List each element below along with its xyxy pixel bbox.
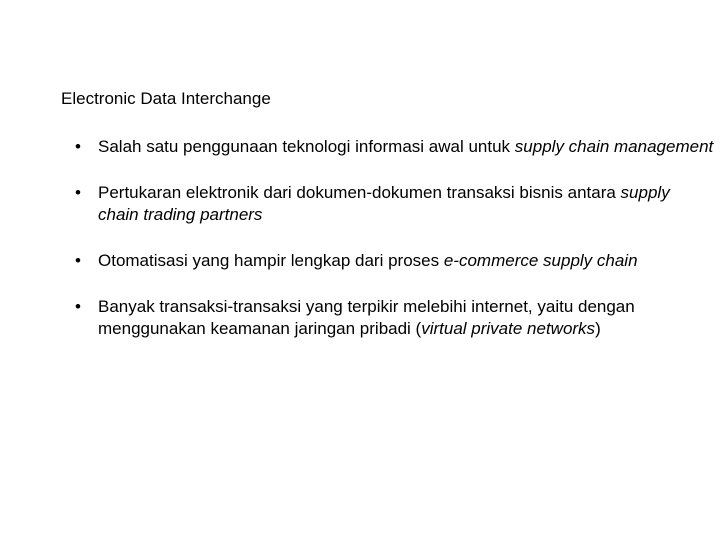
bullet-text-segment: ) xyxy=(595,319,601,338)
bullet-dot-icon: • xyxy=(75,251,81,270)
bullet-item xyxy=(75,182,715,226)
bullet-item xyxy=(75,296,715,340)
bullet-text-segment: Banyak transaksi-transaksi yang terpikir melebihi internet, yaitu dengan menggunakan keamanan jaringan pribadi ( xyxy=(98,297,635,338)
bullet-list xyxy=(75,136,715,364)
bullet-text xyxy=(98,251,638,270)
bullet-text-segment-italic: supply chain trading partners xyxy=(98,183,670,224)
bullet-text xyxy=(98,137,713,156)
bullet-text-segment-italic: e-commerce supply chain xyxy=(443,251,638,270)
bullet-dot-icon: • xyxy=(75,183,81,202)
bullet-dot-icon: • xyxy=(75,297,81,316)
bullet-text-segment-italic: virtual private networks xyxy=(421,319,596,338)
bullet-item xyxy=(75,136,715,158)
bullet-text-segment: Otomatisasi yang hampir lengkap dari proses xyxy=(98,251,444,270)
bullet-text xyxy=(98,183,670,224)
bullet-dot-icon: • xyxy=(75,137,81,156)
bullet-item xyxy=(75,250,715,272)
slide-title: Electronic Data Interchange xyxy=(61,89,271,108)
bullet-text-segment-italic: supply chain management xyxy=(514,137,714,156)
bullet-text-segment: Pertukaran elektronik dari dokumen-dokumen transaksi bisnis antara xyxy=(98,183,621,202)
bullet-text-segment: Salah satu penggunaan teknologi informasi awal untuk xyxy=(98,137,515,156)
bullet-text xyxy=(98,297,635,338)
